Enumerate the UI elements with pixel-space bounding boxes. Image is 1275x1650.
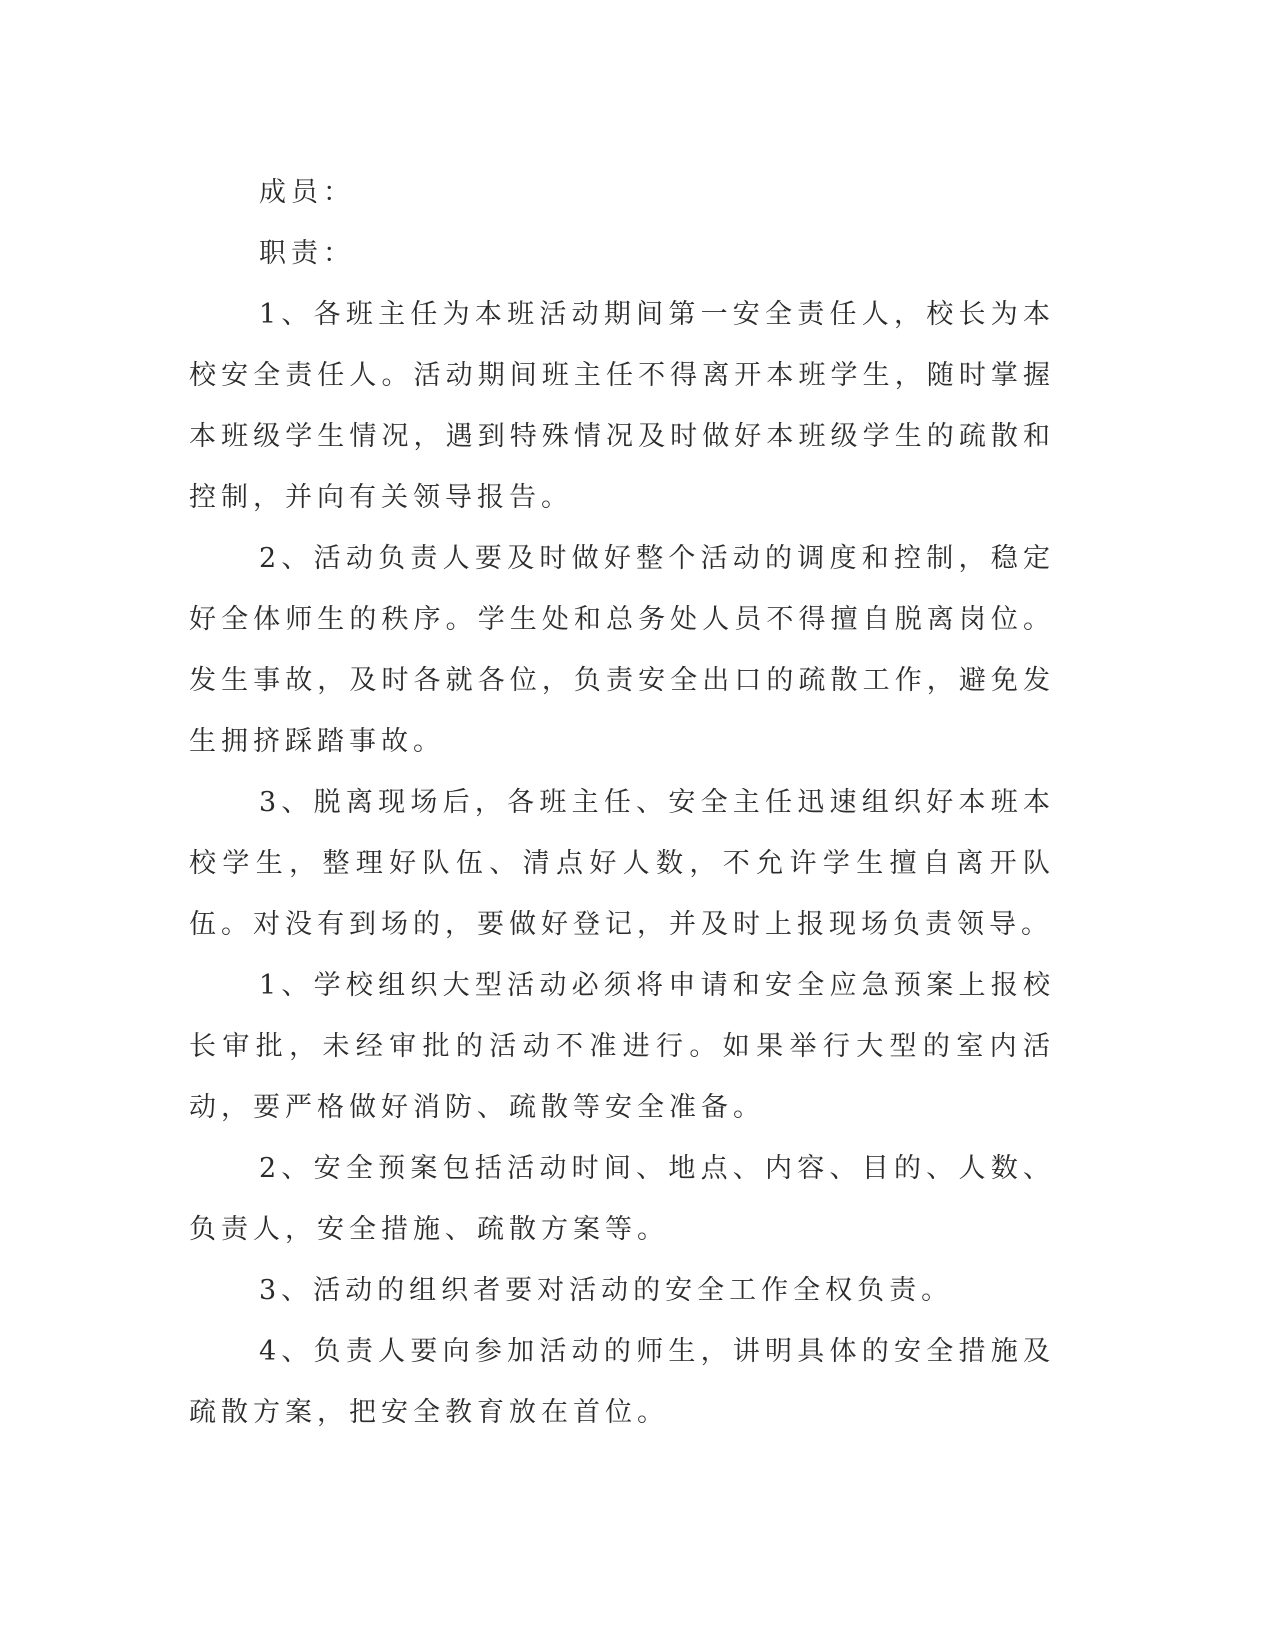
duty-item-2: 2、活动负责人要及时做好整个活动的调度和控制，稳定好全体师生的秩序。学生处和总务处人员不得擅自脱离岗位。发生事故，及时各就各位，负责安全出口的疏散工作，避免发生拥挤踩踏事故。 [189,543,1055,757]
duties-label: 职责： [259,238,355,269]
rule-item-1: 1、学校组织大型活动必须将申请和安全应急预案上报校长审批，未经审批的活动不准进行。如果举行大型的室内活动，要严格做好消防、疏散等安全准备。 [189,970,1055,1123]
members-label: 成员： [259,177,355,208]
rule-item-4: 4、负责人要向参加活动的师生，讲明具体的安全措施及疏散方案，把安全教育放在首位。 [189,1336,1055,1428]
rule-item-3: 3、活动的组织者要对活动的安全工作全权负责。 [259,1275,954,1306]
document-body [189,162,1055,1443]
rule-item-2: 2、安全预案包括活动时间、地点、内容、目的、人数、负责人，安全措施、疏散方案等。 [189,1153,1055,1245]
duty-item-1: 1、各班主任为本班活动期间第一安全责任人，校长为本校安全责任人。活动期间班主任不得离开本班学生，随时掌握本班级学生情况，遇到特殊情况及时做好本班级学生的疏散和控制，并向有关领导报告。 [189,299,1055,513]
duty-item-3: 3、脱离现场后，各班主任、安全主任迅速组织好本班本校学生，整理好队伍、清点好人数，不允许学生擅自离开队伍。对没有到场的，要做好登记，并及时上报现场负责领导。 [189,787,1055,940]
